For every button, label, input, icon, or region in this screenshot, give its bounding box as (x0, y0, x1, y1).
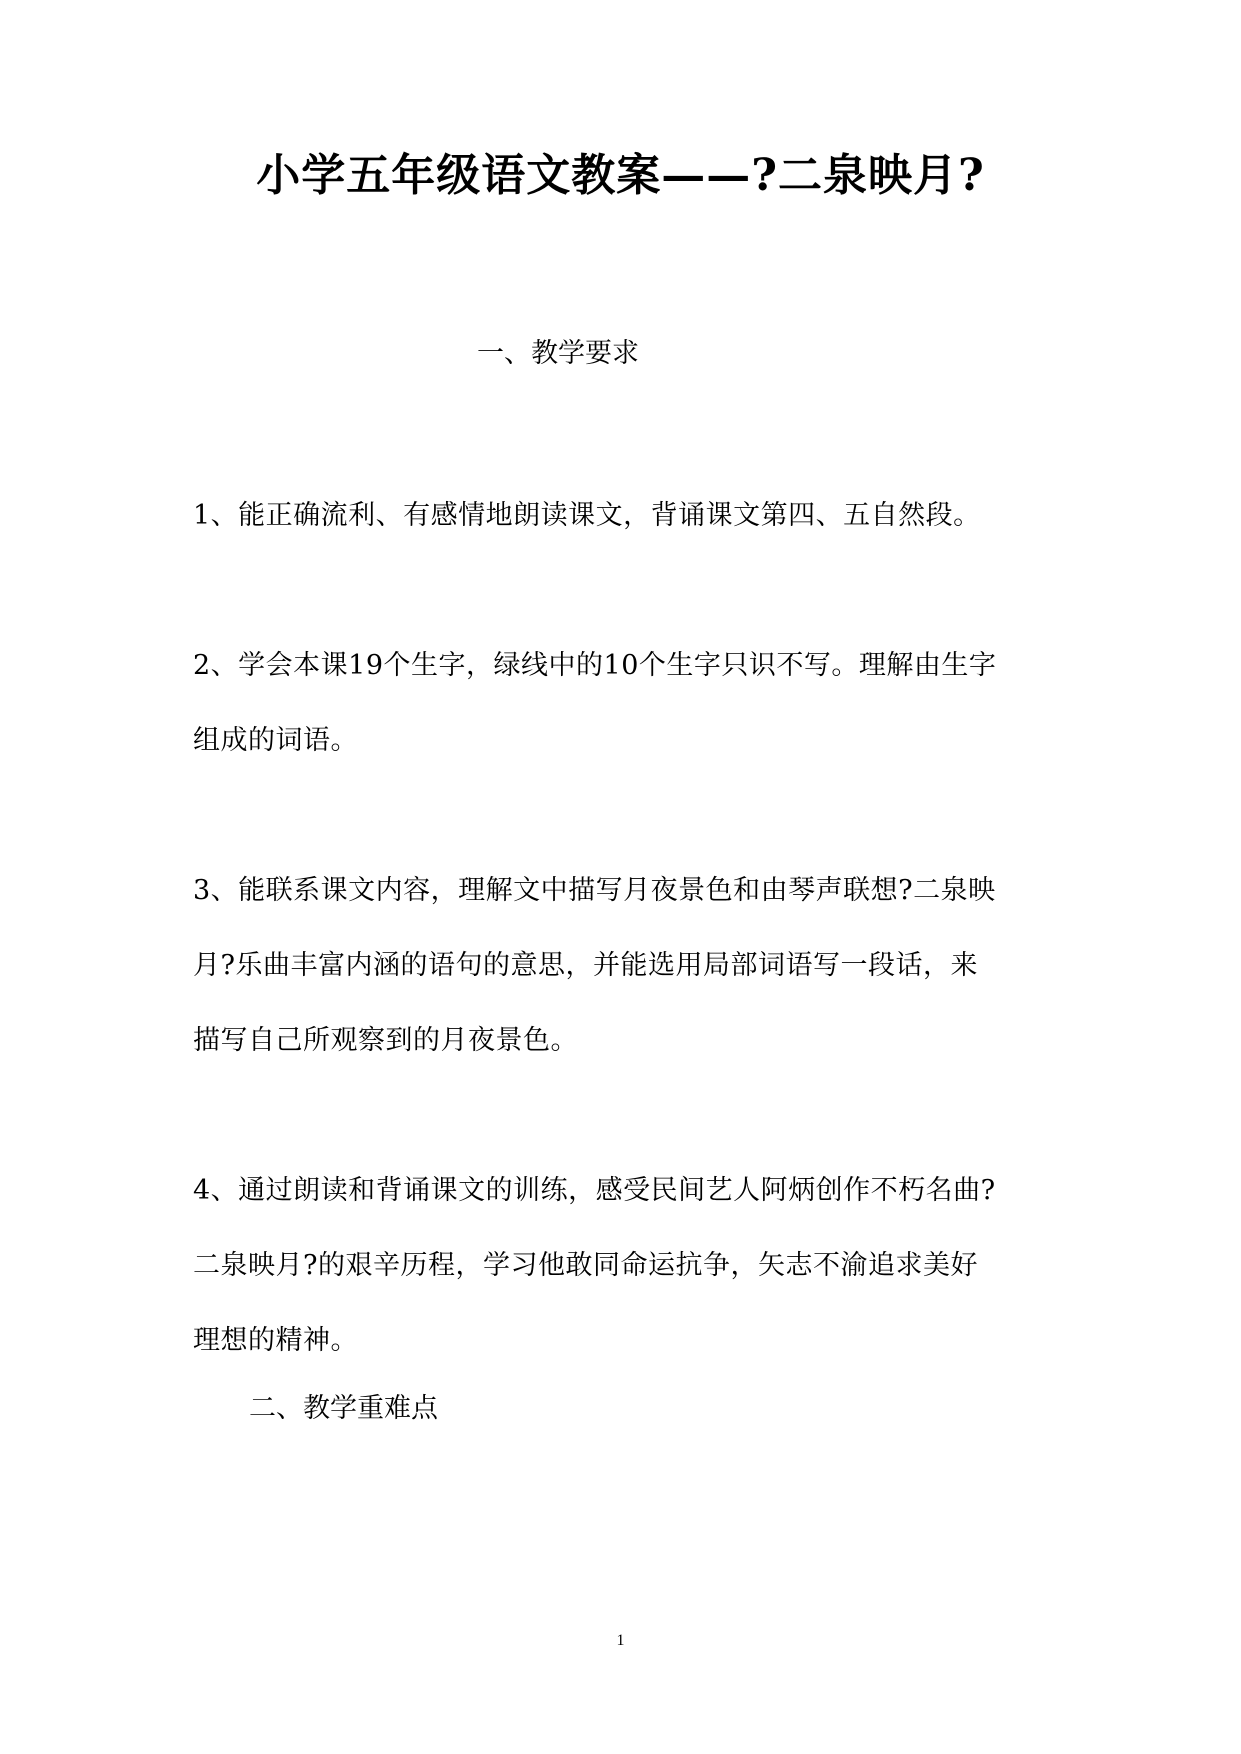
requirement-2-line-1: 2、学会本课19个生字，绿线中的10个生字只识不写。理解由生字 (193, 650, 997, 681)
requirement-item-2 (193, 628, 1063, 778)
requirement-3-line-2: 月?乐曲丰富内涵的语句的意思，并能选用局部词语写一段话，来 (193, 950, 978, 981)
section-heading-teaching-requirements: 一、教学要求 (477, 338, 639, 369)
page-number: 1 (616, 1632, 625, 1649)
document-title: 小学五年级语文教案——?二泉映月? (256, 150, 985, 201)
requirement-4-line-1: 4、通过朗读和背诵课文的训练，感受民间艺人阿炳创作不朽名曲? (193, 1175, 996, 1206)
section-heading-key-difficulties: 二、教学重难点 (249, 1393, 438, 1424)
requirement-4-line-3: 理想的精神。 (193, 1325, 358, 1356)
requirement-item-4 (193, 1153, 1063, 1378)
requirement-4-line-2: 二泉映月?的艰辛历程，学习他敢同命运抗争，矢志不渝追求美好 (193, 1250, 978, 1281)
requirement-item-1 (193, 478, 1063, 553)
requirement-3-line-3: 描写自己所观察到的月夜景色。 (193, 1025, 578, 1056)
requirement-3-line-1: 3、能联系课文内容，理解文中描写月夜景色和由琴声联想?二泉映 (193, 875, 996, 906)
requirement-item-3 (193, 853, 1063, 1078)
requirement-2-line-2: 组成的词语。 (193, 725, 358, 756)
requirement-1-line-1: 1、能正确流利、有感情地朗读课文，背诵课文第四、五自然段。 (193, 500, 981, 531)
